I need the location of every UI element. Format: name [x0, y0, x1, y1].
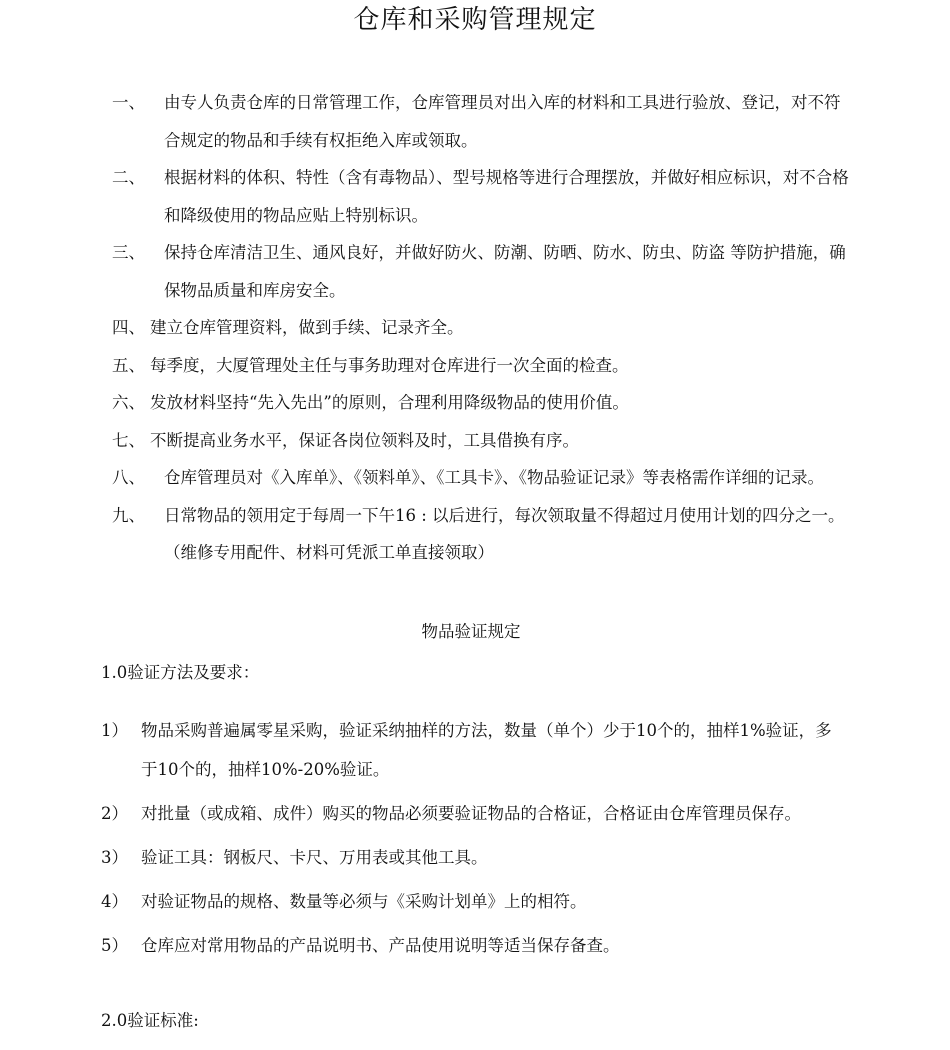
verification-item-3 — [101, 838, 843, 877]
verification-item-4 — [101, 882, 843, 921]
verification-items-list — [101, 711, 843, 970]
section-subtitle: 物品验证规定 — [421, 622, 521, 641]
warehouse-rules-list — [112, 84, 852, 572]
rule-number: 五、 — [112, 355, 145, 375]
item-text: 对验证物品的规格、数量等必须与《采购计划单》上的相符。 — [141, 892, 587, 911]
rule-item-2 — [112, 159, 852, 234]
rule-item-3 — [112, 234, 852, 309]
item-text: 物品采购普遍属零星采购，验证采纳抽样的方法，数量（单个）少于10个的，抽样1%验证，多于10个的，抽样10%-20%验证。 — [141, 721, 832, 779]
rule-item-6 — [112, 384, 852, 422]
item-number: 3） — [101, 848, 128, 867]
section-heading-1: 1.0验证方法及要求： — [101, 663, 260, 682]
rule-item-5 — [112, 347, 852, 385]
rule-number: 一、 — [112, 93, 145, 112]
verification-item-2 — [101, 794, 843, 833]
rule-text: 发放材料坚持“先入先出”的原则，合理利用降级物品的使用价值。 — [150, 393, 629, 412]
rule-item-7 — [112, 422, 852, 460]
rule-text: 仓库管理员对《入库单》、《领料单》、《工具卡》、《物品验证记录》等表格需作详细的记录。 — [164, 468, 824, 487]
rule-text: 每季度，大厦管理处主任与事务助理对仓库进行一次全面的检查。 — [150, 355, 629, 375]
rule-number: 二、 — [112, 168, 145, 187]
rule-item-4 — [112, 309, 852, 347]
rule-text: 日常物品的领用定于每周一下午16 : 以后进行，每次领取量不得超过月使用计划的四分之一。（维修专用配件、材料可凭派工单直接领取） — [164, 505, 845, 562]
section-heading-2: 2.0验证标准: — [101, 1011, 199, 1030]
rule-number: 六、 — [112, 393, 145, 412]
rule-number: 四、 — [112, 318, 145, 337]
verification-item-1 — [101, 711, 843, 789]
rule-item-1 — [112, 84, 852, 159]
rule-item-9 — [112, 497, 852, 572]
rule-item-8 — [112, 459, 852, 497]
document-title: 仓库和采购管理规定 — [353, 5, 597, 35]
rule-text: 建立仓库管理资料，做到手续、记录齐全。 — [150, 318, 464, 337]
item-text: 验证工具：钢板尺、卡尺、万用表或其他工具。 — [141, 848, 488, 867]
item-number: 5） — [101, 936, 128, 955]
item-text: 对批量（或成箱、成件）购买的物品必须要验证物品的合格证，合格证由仓库管理员保存。 — [141, 804, 801, 823]
rule-number: 八、 — [112, 468, 145, 487]
rule-number: 七、 — [112, 430, 145, 450]
rule-text: 由专人负责仓库的日常管理工作，仓库管理员对出入库的材料和工具进行验放、登记，对不符合规定的物品和手续有权拒绝入库或领取。 — [164, 93, 841, 150]
rule-text: 根据材料的体积、特性（含有毒物品）、型号规格等进行合理摆放，并做好相应标识，对不合格和降级使用的物品应贴上特别标识。 — [164, 168, 849, 225]
item-text: 仓库应对常用物品的产品说明书、产品使用说明等适当保存备查。 — [141, 936, 620, 955]
item-number: 1） — [101, 721, 128, 740]
rule-text: 不断提高业务水平，保证各岗位领料及时，工具借换有序。 — [150, 430, 579, 450]
verification-item-5 — [101, 926, 843, 965]
item-number: 4） — [101, 892, 128, 911]
rule-number: 三、 — [112, 243, 145, 262]
item-number: 2） — [101, 804, 128, 823]
rule-number: 九、 — [112, 505, 145, 525]
rule-text: 保持仓库清洁卫生、通风良好，并做好防火、防潮、防晒、防水、防虫、防盗 等防护措施，确保物品质量和库房安全。 — [164, 243, 846, 300]
